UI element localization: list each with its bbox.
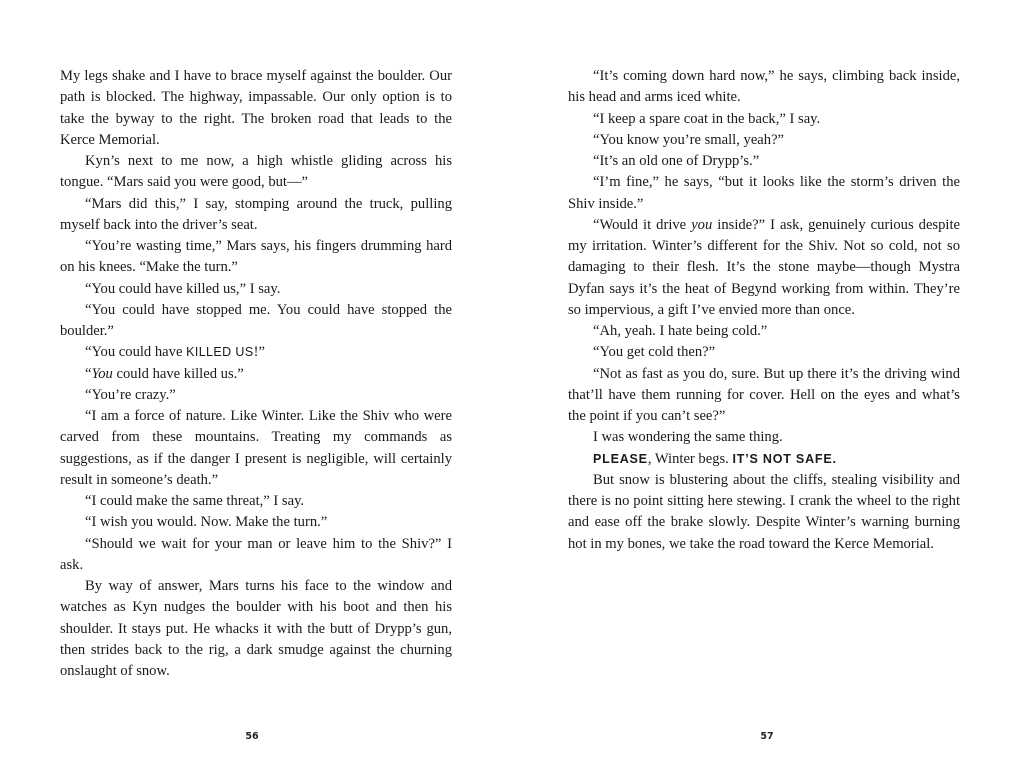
paragraph: My legs shake and I have to brace myself against the boulder. Our path is blocked. The highway, impassable. Our only option is to take the byway to the right. The broken road that leads to the Kerce Memorial. — [60, 68, 452, 148]
text-run: inside?” I ask, genuinely curious despite my irritation. Winter’s different for the Shiv. Not so cold, not so damaging to their flesh. It’s the stone maybe—though Mystra Dyfan says it’s the heat of Begynd working from within. They’re so impervious, a gift I’ve envied more than once. — [568, 216, 960, 318]
emphasis: You — [91, 365, 113, 382]
paragraph: “You’re crazy.” — [85, 386, 176, 403]
paragraph — [568, 215, 960, 321]
paragraph: By way of answer, Mars turns his face to the window and watches as Kyn nudges the boulder with his boot and then his shoulder. It stays put. He whacks it with the butt of Drypp’s gun, then strides back to the rig, a dark smudge against the churning onslaught of snow. — [60, 578, 452, 679]
paragraph: “I am a force of nature. Like Winter. Like the Shiv who were carved from these mountains. Treating my commands as suggestions, as if the danger I present is negligible, will certainly result in someone’s death.” — [60, 408, 452, 488]
winter-voice-text: IT’S NOT SAFE. — [732, 451, 837, 466]
paragraph — [60, 342, 452, 363]
winter-voice-text: PLEASE — [593, 451, 648, 466]
paragraph: “You could have killed us,” I say. — [85, 280, 281, 297]
paragraph: “I wish you would. Now. Make the turn.” — [85, 514, 328, 531]
paragraph: “Not as fast as you do, sure. But up there it’s the driving wind that’ll have them running for cover. Hell on the eyes and what’s the point if you can’t see?” — [568, 365, 960, 424]
text-run: !” — [253, 344, 265, 361]
paragraph: I was wondering the same thing. — [593, 429, 783, 446]
paragraph: Kyn’s next to me now, a high whistle gliding across his tongue. “Mars said you were good, but—” — [60, 153, 452, 191]
text-run: could have killed us.” — [112, 365, 244, 382]
paragraph: “It’s an old one of Drypp’s.” — [593, 153, 760, 169]
right-page-text — [568, 66, 960, 555]
text-run: “You could have — [85, 344, 187, 361]
paragraph: “You know you’re small, yeah?” — [593, 131, 785, 148]
shouted-text: KILLED US — [186, 345, 254, 360]
paragraph: “I keep a spare coat in the back,” I say. — [593, 110, 821, 127]
paragraph: “You could have stopped me. You could have stopped the boulder.” — [60, 301, 452, 339]
paragraph: “I’m fine,” he says, “but it looks like the storm’s driven the Shiv inside.” — [568, 174, 960, 212]
paragraph: But snow is blustering about the cliffs, stealing visibility and there is no point sitting here stewing. I crank the wheel to the right and ease off the brake slowly. Despite Winter’s warning burning hot in my bones, we take the road toward the Kerce Memorial. — [568, 471, 960, 552]
text-run: “Would it drive — [593, 216, 692, 233]
right-page — [510, 0, 1020, 765]
paragraph: “You get cold then?” — [593, 344, 716, 361]
paragraph: “Mars did this,” I say, stomping around the truck, pulling myself back into the driver’s seat. — [60, 195, 452, 233]
paragraph: “It’s coming down hard now,” he says, climbing back inside, his head and arms iced white. — [568, 68, 960, 106]
paragraph: “Should we wait for your man or leave him to the Shiv?” I ask. — [60, 535, 452, 573]
paragraph: “You could have killed us.” — [85, 365, 244, 382]
page-number: 57 — [760, 731, 774, 742]
paragraph: “You’re wasting time,” Mars says, his fingers drumming hard on his knees. “Make the turn.” — [60, 238, 452, 276]
emphasis: you — [691, 216, 713, 233]
text-run: , Winter begs. — [647, 450, 733, 467]
left-page-text — [60, 66, 452, 682]
page-number: 56 — [245, 731, 259, 742]
paragraph — [568, 449, 960, 470]
paragraph: “I could make the same threat,” I say. — [85, 493, 305, 509]
paragraph: “Ah, yeah. I hate being cold.” — [593, 323, 768, 339]
